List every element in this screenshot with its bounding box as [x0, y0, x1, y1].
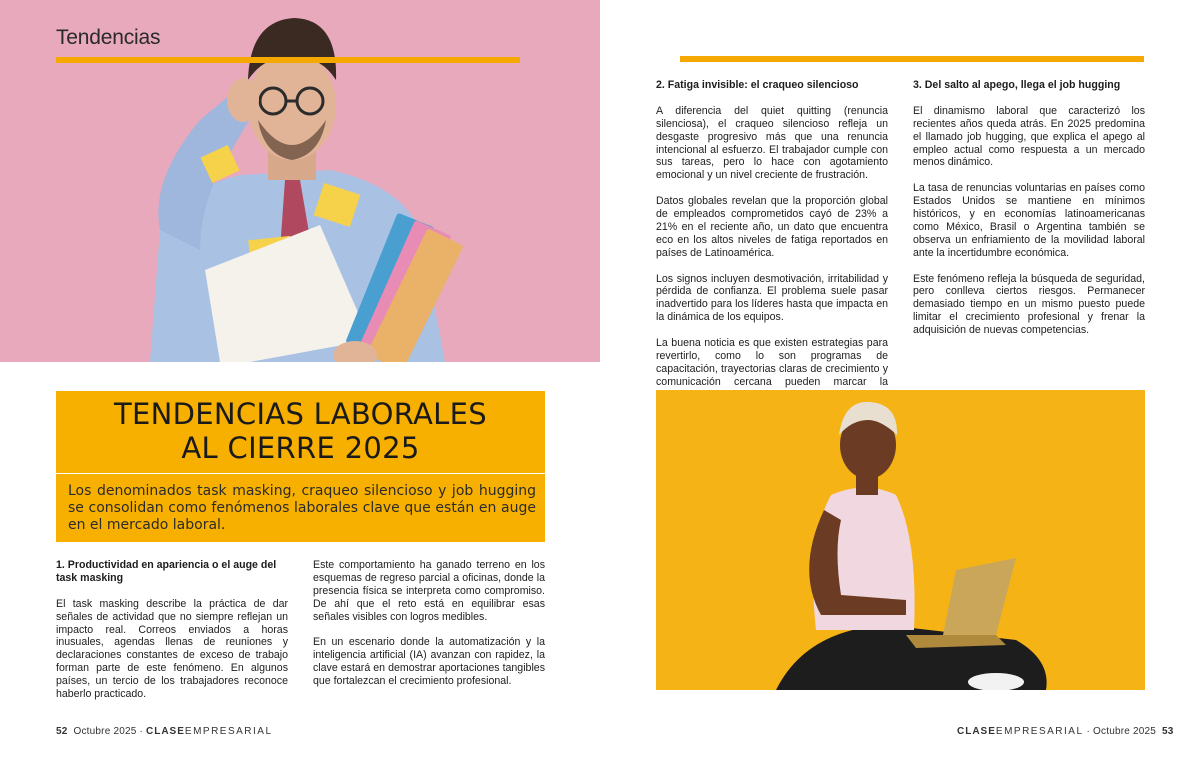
brand-bold-right: CLASE [957, 726, 996, 737]
section-heading-2: 2. Fatiga invisible: el craqueo silencioso [656, 79, 859, 91]
article-column-3 [656, 79, 888, 427]
paragraph: Los signos incluyen desmotivación, irritabilidad y pérdida de confianza. El problema suele pasar inadvertido para los líderes hasta que impacta en la dinámica de los equipos. [656, 272, 888, 324]
paragraph: El task masking describe la práctica de dar señales de actividad que no siempre reflejan un impacto real. Correos enviados a horas inusuales, agendas llenas de reuniones y declaraciones constantes de exceso de trabajo forman parte de este fenómeno. En algunos países, un tercio de los trabajadores reconoce haberlo practicado. [56, 597, 288, 701]
headline [56, 397, 545, 465]
footer-date-left: Octubre 2025 [73, 726, 137, 737]
section-heading-1: 1. Productividad en apariencia o el auge del task masking [56, 559, 277, 584]
paragraph: La buena noticia es que existen estrategias para revertirlo, como lo son programas de capacitación, trayectorias claras de crecimiento y comunicación cercana pueden marcar la [656, 337, 888, 388]
brand-bold-left: CLASE [146, 726, 185, 737]
footer-left [56, 726, 273, 737]
article-column-4 [913, 79, 1145, 350]
page-number-right: 53 [1162, 726, 1174, 737]
page-number-left: 52 [56, 726, 68, 737]
footer-separator-right: · [1086, 726, 1091, 737]
paragraph: Datos globales revelan que la proporción global de empleados comprometidos cayó de 23% a 21% en el reciente año, un dato que encuentra eco en los altos niveles de fatiga reportados en países de Latinoamérica. [656, 195, 888, 259]
brand-light-right: EMPRESARIAL [995, 726, 1084, 737]
section-heading-3: 3. Del salto al apego, llega el job hugging [913, 79, 1121, 91]
footer-separator-left: · [139, 726, 144, 737]
footer-date-right: Octubre 2025 [1093, 726, 1157, 737]
paragraph: Este fenómeno refleja la búsqueda de seguridad, pero conlleva ciertos riesgos. Permanecer demasiado tiempo en un mismo puesto puede limitar el crecimiento profesional y frenar la adquisición de nuevas competencias. [913, 272, 1145, 337]
paragraph: En un escenario donde la automatización y la inteligencia artificial (IA) avanzan con rapidez, la clave estará en demostrar aportaciones tangibles que fortalezcan el crecimiento profesional. [313, 636, 545, 688]
photo-woman-laptop [656, 390, 1145, 690]
article-column-1 [56, 559, 288, 714]
headline-line-2: AL CIERRE 2025 [181, 431, 420, 465]
section-tag: Tendencias [56, 26, 161, 49]
article-column-2 [313, 559, 545, 701]
deck-box [56, 474, 545, 542]
photo-stressed-worker [0, 0, 600, 362]
paragraph: La tasa de renuncias voluntarias en países como Estados Unidos se mantiene en mínimos históricos, y en economías latinoamericanas como México, Brasil o Argentina también se observa un enfriamiento de la movilidad laboral ante la incertidumbre económica. [913, 182, 1145, 259]
footer-right [957, 726, 1174, 737]
paragraph: El dinamismo laboral que caracterizó los recientes años queda atrás. En 2025 predomina el llamado job hugging, que explica el apego al empleo actual como respuesta a un mercado menos dinámico. [913, 104, 1145, 169]
headline-box [56, 391, 545, 473]
paragraph: Este comportamiento ha ganado terreno en los esquemas de regreso parcial a oficinas, donde la presencia física se interpreta como compromiso. De ahí que el reto está en equilibrar esas señales visibles con logros medibles. [313, 559, 545, 623]
accent-rule-left [56, 57, 520, 63]
paragraph: A diferencia del quiet quitting (renuncia silenciosa), el craqueo silencioso refleja un desgaste progresivo más que una renuncia intencional al esfuerzo. El trabajador cumple con sus tareas, pero lo hace con agotamiento emocional y un nivel creciente de frustración. [656, 104, 888, 182]
headline-line-1: TENDENCIAS LABORALES [114, 397, 487, 431]
accent-rule-right [680, 56, 1144, 62]
brand-light-left: EMPRESARIAL [184, 726, 273, 737]
deck-text: Los denominados task masking, craqueo silencioso y job hugging se consolidan como fenómenos laborales clave que están en auge en el mercado laboral. [68, 483, 536, 533]
